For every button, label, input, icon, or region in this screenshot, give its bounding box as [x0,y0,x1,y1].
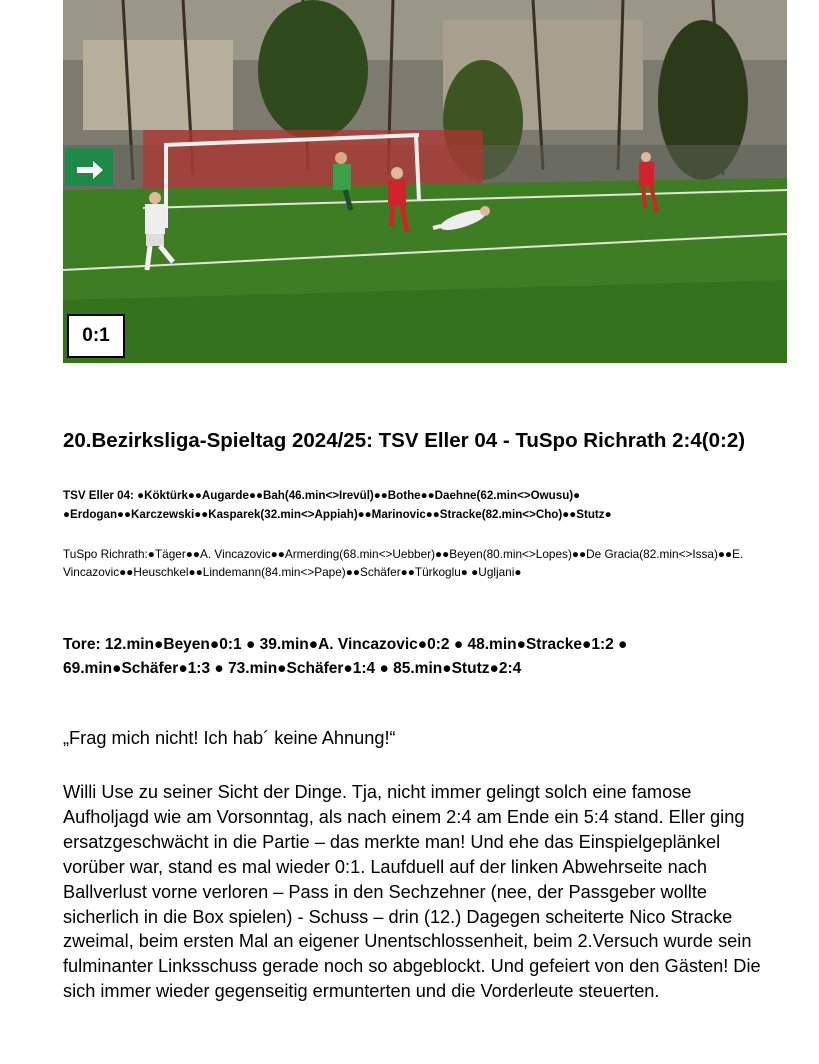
score-overlay [67,314,125,358]
lineup-richrath: TuSpo Richrath:●Täger●●A. Vincazovic●●Armerding(68.min<>Uebber)●●Beyen(80.min<>Lopes)●●De Gracia(82.min<>Issa)●●E. Vincazovic●●Heuschkel●●Lindemann(84.min<>Pape)●●Schäfer●●Türkoglu● ●Ugljani● [63,547,744,579]
coach-quote: „Frag mich nicht! Ich hab´ keine Ahnung!“ [63,728,396,748]
lineup-eller: TSV Eller 04: ●Köktürk●●Augarde●●Bah(46.min<>Irevül)●●Bothe●●Daehne(62.min<>Owusu)● ●Erdogan●●Karczewski●●Kasparek(32.min<>Appiah)●●Marinovic●●Stracke(82.min<>Cho)●●Stutz● [63,489,612,521]
goals-summary: Tore: 12.min●Beyen●0:1 ● 39.min●A. Vincazovic●0:2 ● 48.min●Stracke●1:2 ● 69.min●Schäfer●1:3 ● 73.min●Schäfer●1:4 ● 85.min●Stutz●2:4 [63,636,628,677]
score-overlay-text: 0:1 [82,325,110,346]
match-scene-illustration [63,0,787,363]
match-photo [63,0,787,363]
article-title: 20.Bezirksliga-Spieltag 2024/25: TSV Eller 04 - TuSpo Richrath 2:4(0:2) [63,429,746,452]
article-body: Willi Use zu seiner Sicht der Dinge. Tja, nicht immer gelingt solch eine famose Aufholjagd wie am Vorsonntag, als nach einem 2:4 am Ende ein 5:4 stand. Eller ging ersatzgeschwächt in die Partie – das merkte man! Und ehe das Einspielgeplänkel vorüber war, stand es mal wieder 0:1. Laufduell auf der linken Abwehrseite nach Ballverlust vorne verloren – Pass in den Sechzehner (nee, der Passgeber wollte sicherlich in die Box spielen) - Schuss – drin (12.) Dagegen scheiterte Nico Stracke zweimal, beim ersten Mal an eigener Unentschlossenheit, beim 2.Versuch wurde sein fulminanter Linksschuss gerade noch so abgeblockt. Und gefeiert von den Gästen! Die sich immer wieder gegenseitig ermunterten und die Vorderleute steuerten. [63,782,761,1002]
